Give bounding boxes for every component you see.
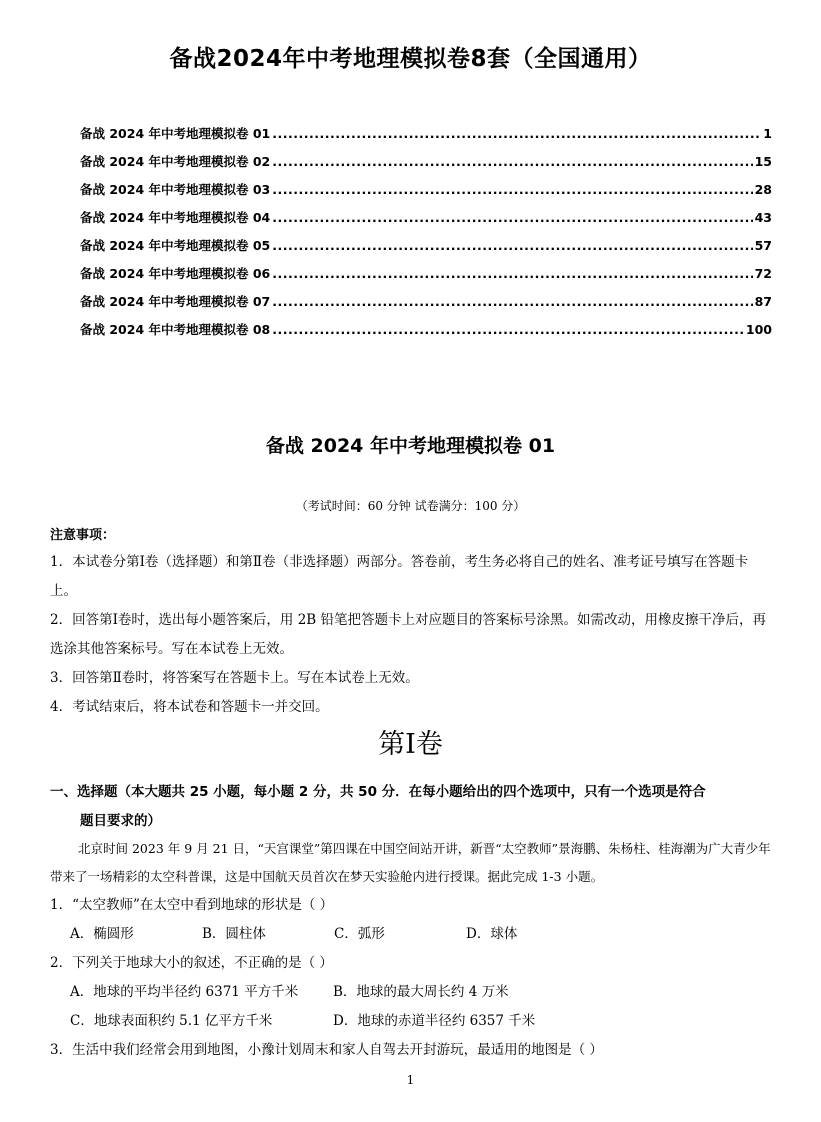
toc-entry[interactable] xyxy=(80,264,772,292)
question-stem: 3．生活中我们经常会用到地图，小豫计划周末和家人自驾去开封游玩，最适用的地图是（ ） xyxy=(50,1042,603,1058)
toc-entry[interactable] xyxy=(80,236,772,264)
notice-item: 3．回答第Ⅱ卷时，将答案写在答题卡上。写在本试卷上无效。 xyxy=(50,670,419,686)
section-heading xyxy=(50,778,776,836)
option: B．圆柱体 xyxy=(202,926,266,942)
question-options xyxy=(50,1007,774,1036)
toc-entry-label: 备战 2024 年中考地理模拟卷 04 xyxy=(80,210,271,225)
notice-item: 4．考试结束后，将本试卷和答题卡一并交回。 xyxy=(50,699,329,715)
document-title: 备战2024年中考地理模拟卷8套（全国通用） xyxy=(169,46,652,72)
notice-item: 1．本试卷分第Ⅰ卷（选择题）和第Ⅱ卷（非选择题）两部分。答卷前，考生务必将自己的姓名、准考证号填写在答题卡上。 xyxy=(50,554,749,599)
toc-leader-dots xyxy=(272,182,752,197)
section-heading-line: 一、选择题（本大题共 25 小题，每小题 2 分，共 50 分．在每小题给出的四个选项中，只有一个选项是符合 xyxy=(50,784,706,800)
option: D．地球的赤道半径约 6357 千米 xyxy=(333,1013,536,1029)
toc-leader-dots xyxy=(272,322,744,337)
option: C．弧形 xyxy=(334,926,385,942)
toc-leader-dots xyxy=(272,294,752,309)
toc-entry[interactable] xyxy=(80,152,772,180)
option: C．地球表面积约 5.1 亿平方千米 xyxy=(70,1013,273,1029)
toc-entry-label: 备战 2024 年中考地理模拟卷 05 xyxy=(80,238,271,253)
toc-entry[interactable] xyxy=(80,124,772,152)
toc-entry-page: 43 xyxy=(754,210,772,225)
toc-entry[interactable] xyxy=(80,208,772,236)
toc-entry-page: 87 xyxy=(754,294,772,309)
option: B．地球的最大周长约 4 万米 xyxy=(333,984,509,1000)
table-of-contents xyxy=(80,124,772,348)
toc-entry-label: 备战 2024 年中考地理模拟卷 03 xyxy=(80,182,271,197)
toc-entry-label: 备战 2024 年中考地理模拟卷 01 xyxy=(80,126,271,141)
reading-passage: 北京时间 2023 年 9 月 21 日，“天宫课堂”第四课在中国空间站开讲，新晋“太空教师”景海鹏、朱杨柱、桂海潮为广大青少年带来了一场精彩的太空科普课，这是中国航天员首次在梦天实验舱内进行授课。据此完成 1-3 小题。 xyxy=(50,841,771,884)
question-stem: 2．下列关于地球大小的叙述，不正确的是（ ） xyxy=(50,955,333,971)
volume-title: 第Ⅰ卷 xyxy=(378,729,443,760)
toc-leader-dots xyxy=(272,238,752,253)
toc-leader-dots xyxy=(272,210,752,225)
option: A．椭圆形 xyxy=(70,926,134,942)
toc-entry-label: 备战 2024 年中考地理模拟卷 07 xyxy=(80,294,271,309)
question-list xyxy=(50,891,774,1065)
toc-entry-page: 57 xyxy=(754,238,772,253)
toc-entry[interactable] xyxy=(80,180,772,208)
toc-entry-page: 100 xyxy=(745,322,772,337)
notice-item: 2．回答第Ⅰ卷时，选出每小题答案后，用 2B 铅笔把答题卡上对应题目的答案标号涂黑。如需改动，用橡皮擦干净后，再选涂其他答案标号。写在本试卷上无效。 xyxy=(50,612,767,657)
toc-entry-label: 备战 2024 年中考地理模拟卷 02 xyxy=(80,154,271,169)
exam-info: （考试时间：60 分钟 试卷满分：100 分） xyxy=(295,499,526,513)
toc-entry-label: 备战 2024 年中考地理模拟卷 08 xyxy=(80,322,271,337)
option: D．球体 xyxy=(466,926,518,942)
toc-leader-dots xyxy=(272,126,761,141)
toc-entry-page: 1 xyxy=(763,126,772,141)
exam-title: 备战 2024 年中考地理模拟卷 01 xyxy=(265,435,556,457)
toc-entry-page: 72 xyxy=(754,266,772,281)
toc-entry-label: 备战 2024 年中考地理模拟卷 06 xyxy=(80,266,271,281)
toc-leader-dots xyxy=(272,154,752,169)
option: A．地球的平均半径约 6371 平方千米 xyxy=(70,984,299,1000)
notice-list xyxy=(50,548,772,722)
toc-entry[interactable] xyxy=(80,320,772,348)
question-options xyxy=(50,920,774,949)
toc-entry-page: 28 xyxy=(754,182,772,197)
question-stem: 1．“太空教师”在太空中看到地球的形状是（ ） xyxy=(50,897,334,913)
section-heading-line: 题目要求的） xyxy=(80,813,161,829)
toc-leader-dots xyxy=(272,266,752,281)
toc-entry[interactable] xyxy=(80,292,772,320)
toc-entry-page: 15 xyxy=(754,154,772,169)
page-number: 1 xyxy=(406,1073,415,1087)
notice-heading: 注意事项： xyxy=(50,528,116,543)
question-options xyxy=(50,978,774,1007)
